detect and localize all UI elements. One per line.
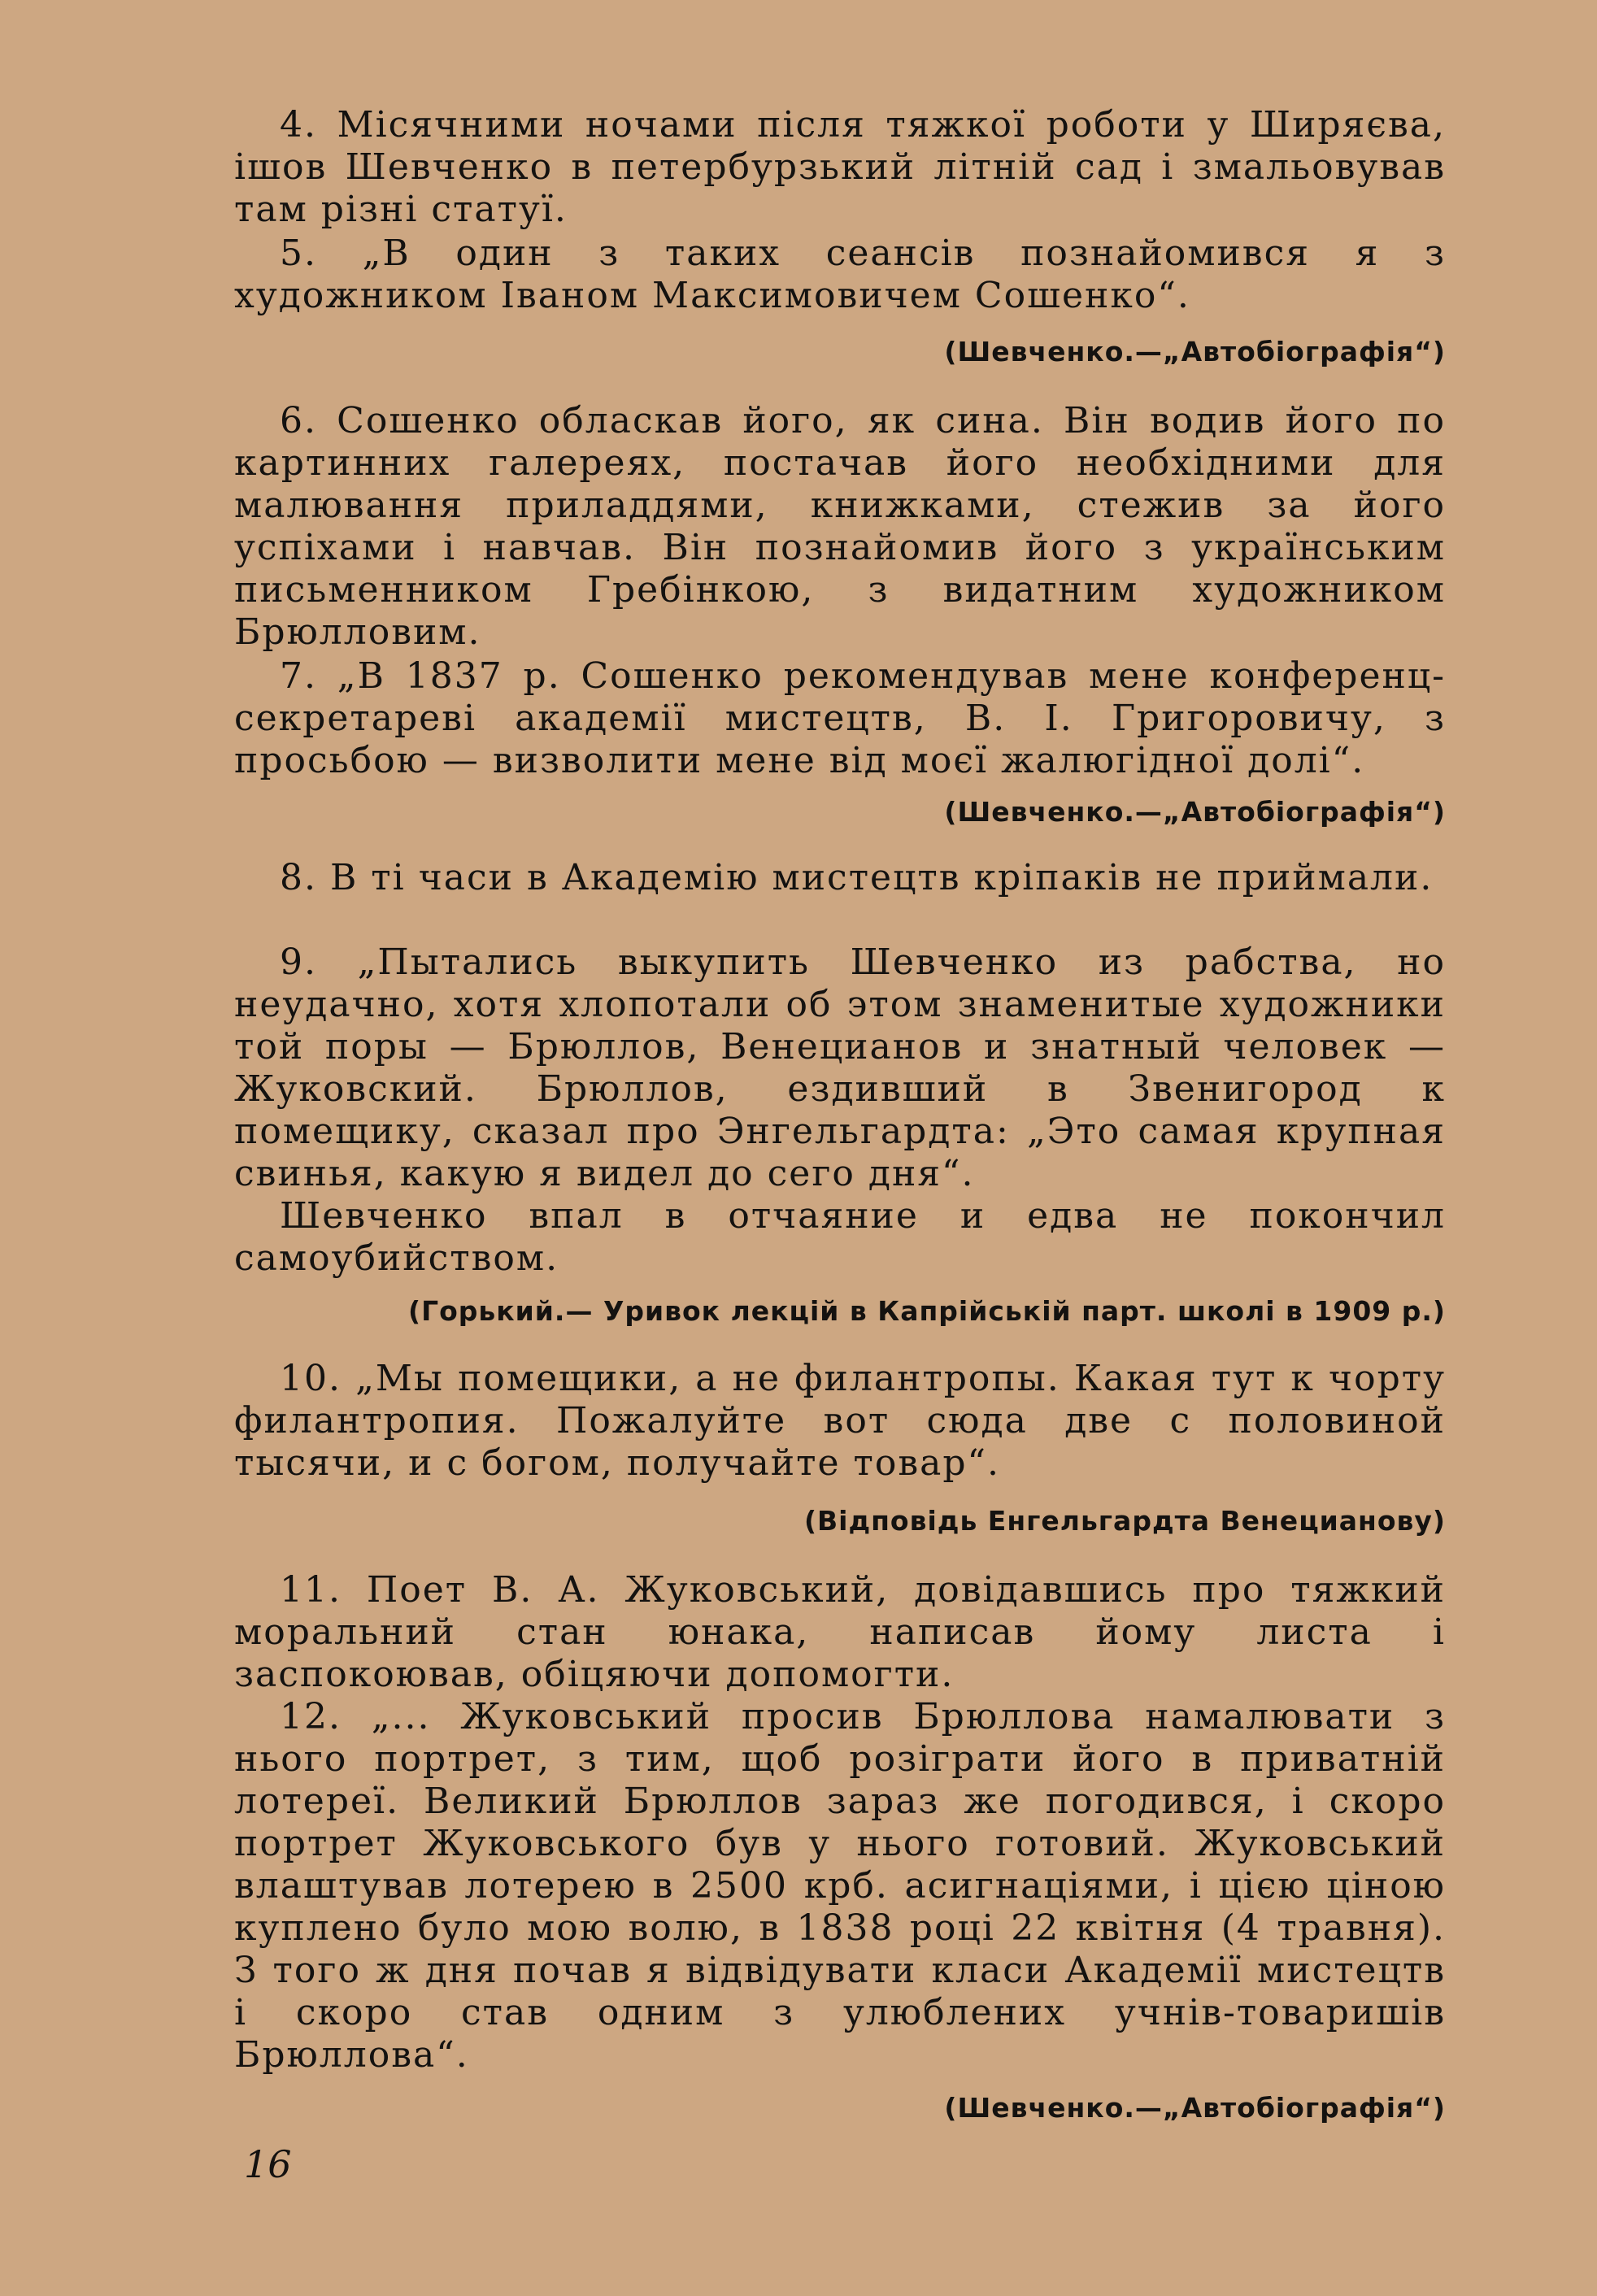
paragraph-4: 4. Місячними ночами після тяжкої роботи у Ширяєва, ішов Шевченко в петербурзький літній сад і змальовував там різні статуї. [234,104,1446,230]
source-citation-3: (Горький.— Уривок лекцій в Капрійській парт. школі в 1909 р.) [408,1295,1446,1327]
paragraph-10: 10. „Мы помещики, а не филантропы. Какая тут к чорту филантропия. Пожалуйте вот сюда две с половиной тысячи, и с богом, получайте товар“. [234,1358,1446,1484]
paragraph-11: 11. Поет В. А. Жуковський, довідавшись про тяжкий моральний стан юнака, написав йому листа і заспокоював, обіцяючи допомогти. [234,1569,1446,1695]
source-citation-5: (Шевченко.—„Автобіографія“) [944,2092,1446,2124]
source-citation-2: (Шевченко.—„Автобіографія“) [944,796,1446,828]
paragraph-6: 6. Сошенко обласкав його, як сина. Він водив його по картинних галереях, постачав його необхідними для малювання приладдями, книжками, стежив за його успіхами і навчав. Він познайомив його з українським письменником Гребінкою, з видатним художником Брюлловим. [234,400,1446,653]
source-citation-1: (Шевченко.—„Автобіографія“) [944,336,1446,367]
page-number: 16 [244,2142,292,2186]
paragraph-8: 8. В ті часи в Академію мистецтв кріпаків не приймали. [280,857,1434,898]
paragraph-12: 12. „... Жуковський просив Брюллова намалювати з нього портрет, з тим, щоб розіграти його в приватній лотереї. Великий Брюллов зараз же погодився, і скоро портрет Жуковського був у нього готовий. Жуковський влаштував лотерею в 2500 крб. асигнаціями, і цією ціною куплено було мою волю, в 1838 році 22 квітня (4 травня). З того ж дня почав я відвідувати класи Академії мистецтв і скоро став одним з улюблених учнів-товаришів Брюллова“. [234,1696,1446,2076]
paragraph-5: 5. „В один з таких сеансів познайомився я з художником Іваном Максимовичем Сошенко“. [234,233,1446,316]
source-citation-4: (Відповідь Енгельгардта Венецианову) [803,1505,1446,1537]
paragraph-9: 9. „Пытались выкупить Шевченко из рабства, но неудачно, хотя хлопотали об этом знаменитые художники той поры — Брюллов, Венецианов и знатный человек — Жуковский. Брюллов, ездивший в Звенигород к помещику, сказал про Энгельгардта: „Это самая крупная свинья, какую я видел до сего дня“. [234,941,1446,1194]
paragraph-9-continuation: Шевченко впал в отчаяние и едва не покончил самоубийством. [234,1195,1446,1279]
paragraph-7: 7. „В 1837 р. Сошенко рекомендував мене конференц-секретареві академії мистецтв, В. І. Григоровичу, з просьбою — визволити мене від моєї жалюгідної долі“. [234,655,1446,781]
